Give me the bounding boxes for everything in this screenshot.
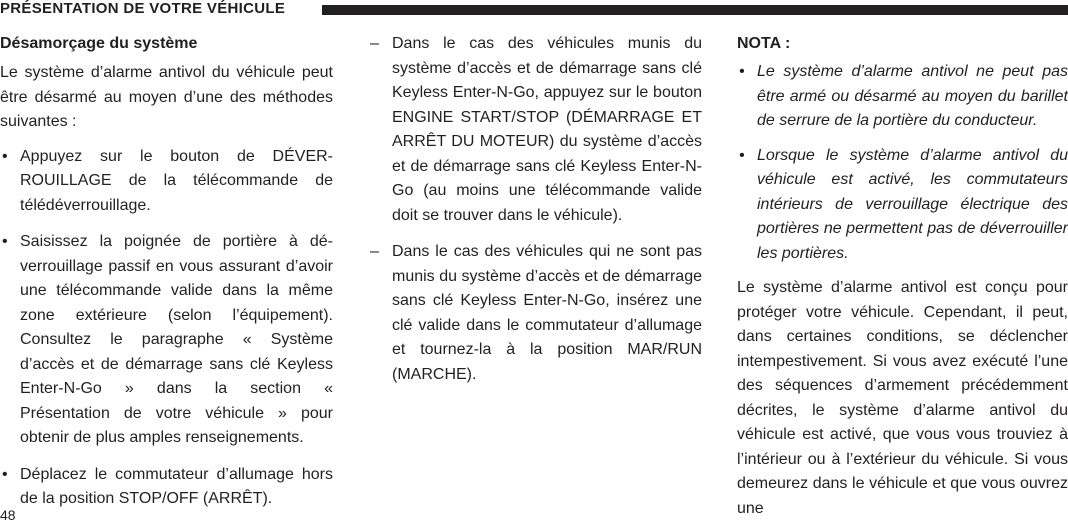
list-item: – Dans le cas des véhicules qui ne sont pas munis du système d’accès et de démarrage sans clé Keyless Enter-N-Go, insérez une clé valide dans le commutateur d’allumage et tournez-la à la position MAR/RUN (MARCHE).: [370, 240, 702, 387]
note-title: NOTA :: [737, 35, 791, 52]
list-item: – Dans le cas des véhicules munis du système d’accès et de démarrage sans clé Keyless Enter-N-Go, appuyez sur le bouton ENGINE START/STOP (DÉMARRAGE ET ARRÊT DU MOTEUR) du système d’accès et de démarrage sans clé Keyless Enter-N-Go (au moins une télécommande valide doit se trouver dans le véhicule).: [370, 32, 702, 228]
page-number: 48: [0, 507, 16, 523]
heading-disarming: Désamorçage du système: [0, 35, 198, 52]
ignition-methods-list: [370, 32, 702, 387]
list-item: • Saisissez la poignée de portière à déverrouillage passif en vous assurant d’avoir une télécommande valide dans la même zone extérieure (selon l’équipement). Consultez le paragraphe « Système d’accès et de démarrage sans clé Keyless Enter-N-Go » dans la section « Présentation de votre véhicule » pour obtenir de plus amples renseignements.: [0, 230, 333, 451]
disarm-methods-list: [0, 145, 333, 512]
notes-list: [737, 60, 1068, 266]
column-2: [370, 32, 702, 399]
section-title: PRÉSENTATION DE VOTRE VÉHICULE: [0, 0, 286, 17]
list-item: • Déplacez le commutateur d’allumage hors de la position STOP/OFF (ARRÊT).: [0, 463, 333, 512]
list-item: • Appuyez sur le bouton de DÉVERROUILLAGE de la télécommande de télédéverrouillage.: [0, 145, 333, 219]
header-rule: [322, 5, 1068, 15]
intro-paragraph: Le système d’alarme antivol du véhicule peut être désarmé au moyen d’une des méthodes suivantes :: [0, 64, 333, 130]
page-header: [0, 0, 1068, 20]
list-item: • Lorsque le système d’alarme antivol du véhicule est activé, les commutateurs intérieurs de verrouillage électrique des portières ne permettent pas de déverrouiller les portières.: [737, 144, 1068, 267]
list-item: • Le système d’alarme antivol ne peut pas être armé ou désarmé au moyen du barillet de serrure de la portière du conducteur.: [737, 60, 1068, 134]
column-3: [737, 32, 1068, 531]
column-1: [0, 32, 333, 524]
body-paragraph: Le système d’alarme antivol est conçu pour protéger votre véhicule. Cependant, il peut, dans certaines conditions, se déclencher intempestivement. Si vous avez exécuté l’une des séquences d’armement précédemment décrites, le système d’alarme antivol du véhicule est activé, que vous vous trouviez à l’intérieur ou à l’extérieur du véhicule. Si vous demeurez dans le véhicule et que vous ouvrez une: [737, 279, 1068, 517]
